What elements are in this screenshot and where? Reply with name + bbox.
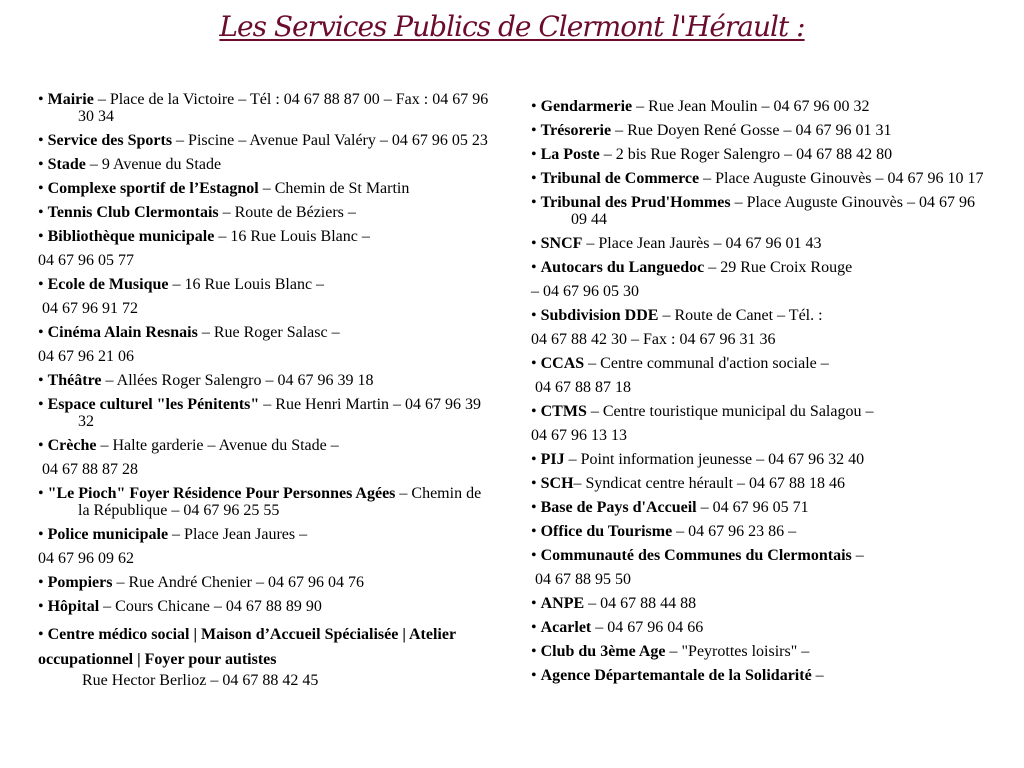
list-item-le-pioch: • "Le Pioch" Foyer Résidence Pour Personnes Agées – Chemin de la République – 04 67 96 25 55 [38, 485, 482, 519]
service-name: Tribunal des Prud'Hommes [540, 194, 731, 211]
list-item-bibliotheque: • Bibliothèque municipale – 16 Rue Louis Blanc – [38, 228, 370, 245]
list-item-espace-culturel: • Espace culturel "les Pénitents" – Rue Henri Martin – 04 67 96 39 32 [38, 396, 482, 430]
service-detail: – Rue Roger Salasc – [197, 324, 340, 341]
continuation-line: 04 67 88 42 30 – Fax : 04 67 96 31 36 [531, 331, 776, 348]
service-detail: – 04 67 88 44 88 [584, 595, 697, 612]
service-detail: – 16 Rue Louis Blanc – [168, 276, 325, 293]
list-item-acarlet: • Acarlet – 04 67 96 04 66 [531, 619, 704, 636]
service-name: Office du Tourisme [540, 523, 673, 540]
service-name: Subdivision DDE [540, 307, 659, 324]
continuation-line: 04 67 96 21 06 [38, 348, 134, 365]
service-name: ANPE [540, 595, 585, 612]
list-item-club-3eme-age: • Club du 3ème Age – "Peyrottes loisirs" – [531, 643, 810, 660]
list-item-la-poste: • La Poste – 2 bis Rue Roger Salengro – 04 67 88 42 80 [531, 146, 893, 163]
continuation-line: 04 67 96 91 72 [42, 300, 138, 317]
service-name: Bibliothèque municipale [47, 228, 215, 245]
service-detail: – Rue André Chenier – 04 67 96 04 76 [112, 574, 365, 591]
list-item-police-municipale: • Police municipale – Place Jean Jaures – [38, 526, 308, 543]
service-name: Ecole de Musique [47, 276, 169, 293]
continuation-line: 04 67 88 87 18 [535, 379, 631, 396]
list-item-sncf: • SNCF – Place Jean Jaurès – 04 67 96 01 43 [531, 235, 822, 252]
service-detail: – 29 Rue Croix Rouge [704, 259, 853, 276]
continuation-line: Rue Hector Berlioz – 04 67 88 42 45 [82, 672, 319, 689]
service-detail: – Syndicat centre hérault – 04 67 88 18 46 [573, 475, 846, 492]
list-item-agence-solidarite: • Agence Départemantale de la Solidarité – [531, 667, 824, 684]
service-name: Club du 3ème Age [540, 643, 666, 660]
list-item-subdivision-dde: • Subdivision DDE – Route de Canet – Tél. : [531, 307, 823, 324]
list-item-pij: • PIJ – Point information jeunesse – 04 67 96 32 40 [531, 451, 865, 468]
list-item-theatre: • Théâtre – Allées Roger Salengro – 04 67 96 39 18 [38, 372, 374, 389]
continuation-line: 04 67 88 87 28 [42, 461, 138, 478]
service-detail: – Chemin de St Martin [258, 180, 410, 197]
service-detail: – Rue Doyen René Gosse – 04 67 96 01 31 [611, 122, 892, 139]
list-item-tennis-club: • Tennis Club Clermontais – Route de Béziers – [38, 204, 356, 221]
service-name: Communauté des Communes du Clermontais [540, 547, 852, 564]
service-detail: – 04 67 96 05 71 [696, 499, 809, 516]
service-detail: – Place Jean Jaures – [168, 526, 308, 543]
service-name: Complexe sportif de l’Estagnol [47, 180, 259, 197]
service-detail: – 04 67 96 23 86 – [672, 523, 797, 540]
service-detail: – Piscine – Avenue Paul Valéry – 04 67 96 05 23 [172, 132, 488, 149]
service-detail: – Route de Canet – Tél. : [658, 307, 823, 324]
service-name: Stade [47, 156, 86, 173]
service-name: Trésorerie [540, 122, 612, 139]
service-detail: – Place Auguste Ginouvès – 04 67 96 10 17 [699, 170, 984, 187]
service-detail: – 04 67 96 04 66 [591, 619, 704, 636]
service-detail: – 9 Avenue du Stade [85, 156, 222, 173]
service-detail: – "Peyrottes loisirs" – [665, 643, 810, 660]
service-detail: – Allées Roger Salengro – 04 67 96 39 18 [101, 372, 374, 389]
list-item-tribunal-de-commerce: • Tribunal de Commerce – Place Auguste Ginouvès – 04 67 96 10 17 [531, 170, 984, 187]
list-item-tresorerie: • Trésorerie – Rue Doyen René Gosse – 04 67 96 01 31 [531, 122, 892, 139]
list-item-centre-medico-social: • Centre médico social | Maison d’Accueil Spécialisée | Atelier occupationnel | Foyer pour autistes [38, 626, 456, 668]
services-list-left [38, 91, 493, 696]
service-detail: – [811, 667, 824, 684]
list-item-sch: • SCH– Syndicat centre hérault – 04 67 88 18 46 [531, 475, 846, 492]
service-detail: – Rue Jean Moulin – 04 67 96 00 32 [632, 98, 870, 115]
continuation-line: 04 67 96 13 13 [531, 427, 627, 444]
service-detail: – Place Jean Jaurès – 04 67 96 01 43 [582, 235, 822, 252]
page-title: Les Services Publics de Clermont l'Hérault : [219, 10, 805, 43]
service-detail: – Place de la Victoire – Tél : 04 67 88 87 00 – Fax : 04 67 96 30 34 [78, 91, 489, 125]
list-item-gendarmerie: • Gendarmerie – Rue Jean Moulin – 04 67 96 00 32 [531, 98, 870, 115]
service-name: Service des Sports [47, 132, 173, 149]
service-name: Mairie [47, 91, 94, 108]
service-name: Agence Départemantale de la Solidarité [540, 667, 812, 684]
service-name: Espace culturel "les Pénitents" [47, 396, 260, 413]
service-detail: – Cours Chicane – 04 67 88 89 90 [99, 598, 322, 615]
service-detail: – Rue Henri Martin – 04 67 96 39 32 [78, 396, 482, 430]
service-name: Tribunal de Commerce [540, 170, 700, 187]
service-name: SNCF [540, 235, 583, 252]
list-item-stade: • Stade – 9 Avenue du Stade [38, 156, 222, 173]
service-name: PIJ [540, 451, 565, 468]
list-item-ccas: • CCAS – Centre communal d'action sociale – [531, 355, 829, 372]
service-name: Pompiers [47, 574, 113, 591]
services-list-right [531, 98, 991, 691]
list-item-autocars: • Autocars du Languedoc – 29 Rue Croix Rouge [531, 259, 853, 276]
service-name: Cinéma Alain Resnais [47, 324, 198, 341]
list-item-office-du-tourisme: • Office du Tourisme – 04 67 96 23 86 – [531, 523, 797, 540]
service-detail: – 2 bis Rue Roger Salengro – 04 67 88 42 80 [599, 146, 893, 163]
service-detail: – Centre communal d'action sociale – [584, 355, 829, 372]
service-name: Autocars du Languedoc [540, 259, 705, 276]
service-detail: – Centre touristique municipal du Salagou – [586, 403, 874, 420]
service-detail: – Chemin de la République – 04 67 96 25 55 [78, 485, 482, 519]
service-name: CTMS [540, 403, 587, 420]
list-item-service-des-sports: • Service des Sports – Piscine – Avenue Paul Valéry – 04 67 96 05 23 [38, 132, 488, 149]
service-name: Théâtre [47, 372, 102, 389]
list-item-tribunal-prudhommes: • Tribunal des Prud'Hommes – Place Auguste Ginouvès – 04 67 96 09 44 [531, 194, 975, 228]
service-name: "Le Pioch" Foyer Résidence Pour Personnes Agées [47, 485, 396, 502]
service-detail: – [851, 547, 864, 564]
continuation-line: 04 67 96 09 62 [38, 550, 134, 567]
service-name: Police municipale [47, 526, 169, 543]
list-item-complexe-sportif: • Complexe sportif de l’Estagnol – Chemin de St Martin [38, 180, 410, 197]
list-item-hopital: • Hôpital – Cours Chicane – 04 67 88 89 90 [38, 598, 322, 615]
list-item-communaute-des-communes: • Communauté des Communes du Clermontais – [531, 547, 864, 564]
service-detail: – Halte garderie – Avenue du Stade – [96, 437, 339, 454]
continuation-line: 04 67 88 95 50 [535, 571, 631, 588]
service-name: Hôpital [47, 598, 100, 615]
continuation-line: – 04 67 96 05 30 [531, 283, 639, 300]
service-name: SCH [540, 475, 574, 492]
service-detail: – 16 Rue Louis Blanc – [214, 228, 370, 245]
service-name: CCAS [540, 355, 585, 372]
service-detail: – Place Auguste Ginouvès – 04 67 96 09 44 [571, 194, 975, 228]
service-detail: – Point information jeunesse – 04 67 96 32 40 [564, 451, 865, 468]
service-name: Base de Pays d'Accueil [540, 499, 697, 516]
service-name: Acarlet [540, 619, 592, 636]
service-name: Gendarmerie [540, 98, 633, 115]
list-item-ctms: • CTMS – Centre touristique municipal du Salagou – [531, 403, 874, 420]
list-item-pompiers: • Pompiers – Rue André Chenier – 04 67 96 04 76 [38, 574, 365, 591]
list-item-cinema: • Cinéma Alain Resnais – Rue Roger Salasc – [38, 324, 340, 341]
list-item-ecole-de-musique: • Ecole de Musique – 16 Rue Louis Blanc – [38, 276, 325, 293]
list-item-anpe: • ANPE – 04 67 88 44 88 [531, 595, 697, 612]
list-item-mairie: • Mairie – Place de la Victoire – Tél : 04 67 88 87 00 – Fax : 04 67 96 30 34 [38, 91, 489, 125]
service-name: Crèche [47, 437, 97, 454]
continuation-line: 04 67 96 05 77 [38, 252, 134, 269]
list-item-creche: • Crèche – Halte garderie – Avenue du Stade – [38, 437, 339, 454]
service-name: Tennis Club Clermontais [47, 204, 219, 221]
list-item-base-de-pays: • Base de Pays d'Accueil – 04 67 96 05 71 [531, 499, 809, 516]
service-name: La Poste [540, 146, 600, 163]
service-name: Centre médico social | Maison d’Accueil Spécialisée | Atelier occupationnel | Foyer pour autistes [38, 626, 456, 668]
service-detail: – Route de Béziers – [218, 204, 356, 221]
